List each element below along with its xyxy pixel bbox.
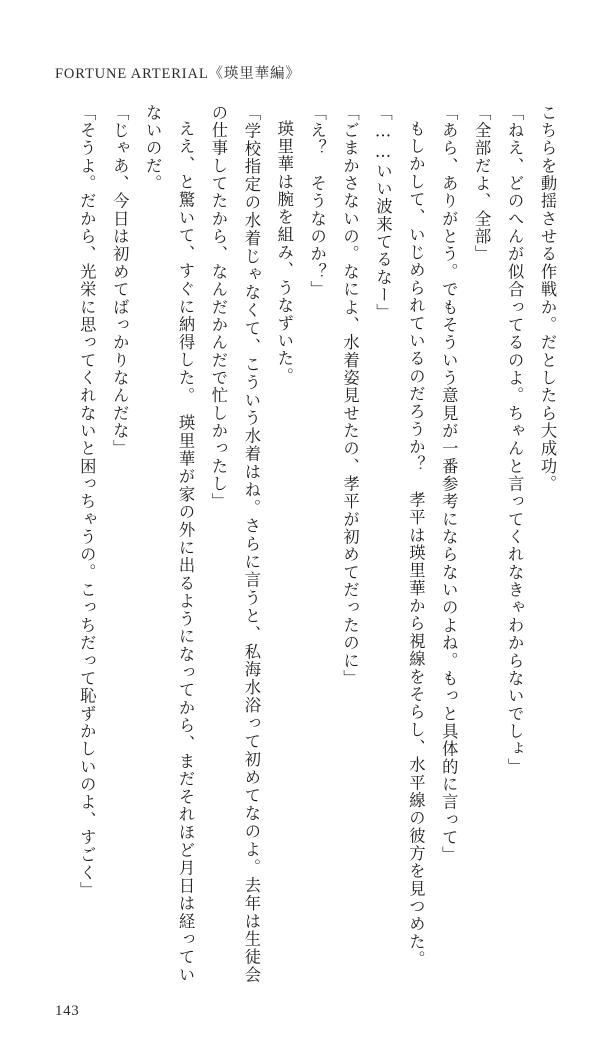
paragraph: ええ、と驚いて、すぐに納得した。 瑛里華が家の外に出るようになってから、まだそれほど月日は経っていないのだ。 [143, 104, 196, 984]
running-head: FORTUNE ARTERIAL《瑛里華編》 [55, 66, 301, 82]
paragraph: 「そうよ。だから、光栄に思ってくれないと困っちゃうの。こっちだって恥ずかしいのよ、すごく」 [77, 104, 97, 900]
paragraph: 「え？ そうなのか？」 [307, 104, 327, 299]
paragraph: 「学校指定の水着じゃなくて、こういう水着はね。さらに言うと、私海水浴って初めてなのよ。去年は生徒会の仕事してたから、なんだかんだで忙しかったし」 [208, 104, 261, 984]
body-text [53, 104, 563, 984]
paragraph: 「……いい波来てるなー」 [373, 104, 393, 322]
paragraph: こちらを動揺させる作戦か。だとしたら大成功。 [538, 104, 557, 493]
paragraph: 瑛里華は腕を組み、うなずいた。 [274, 120, 294, 386]
paragraph: 「あら、ありがとう。でもそういう意見が一番参考にならないのよね。もっと具体的に言って」 [439, 104, 459, 865]
paragraph: 「じゃあ、今日は初めてばっかりなんだな」 [110, 104, 130, 458]
paragraph: もしかして、いじめられているのだろうか？ 孝平は瑛里華から視線をそらし、水平線の彼方を見つめた。 [406, 120, 426, 969]
paragraph: 「ごまかさないの。なによ、水着姿見せたの、孝平が初めてだったのに」 [340, 104, 360, 688]
page-number: 143 [55, 1003, 80, 1019]
paragraph: 「全部だよ、全部」 [472, 104, 492, 264]
paragraph: 「ねえ、どのへんが似合ってるのよ。ちゃんと言ってくれなきゃわからないでしょ」 [505, 104, 525, 776]
